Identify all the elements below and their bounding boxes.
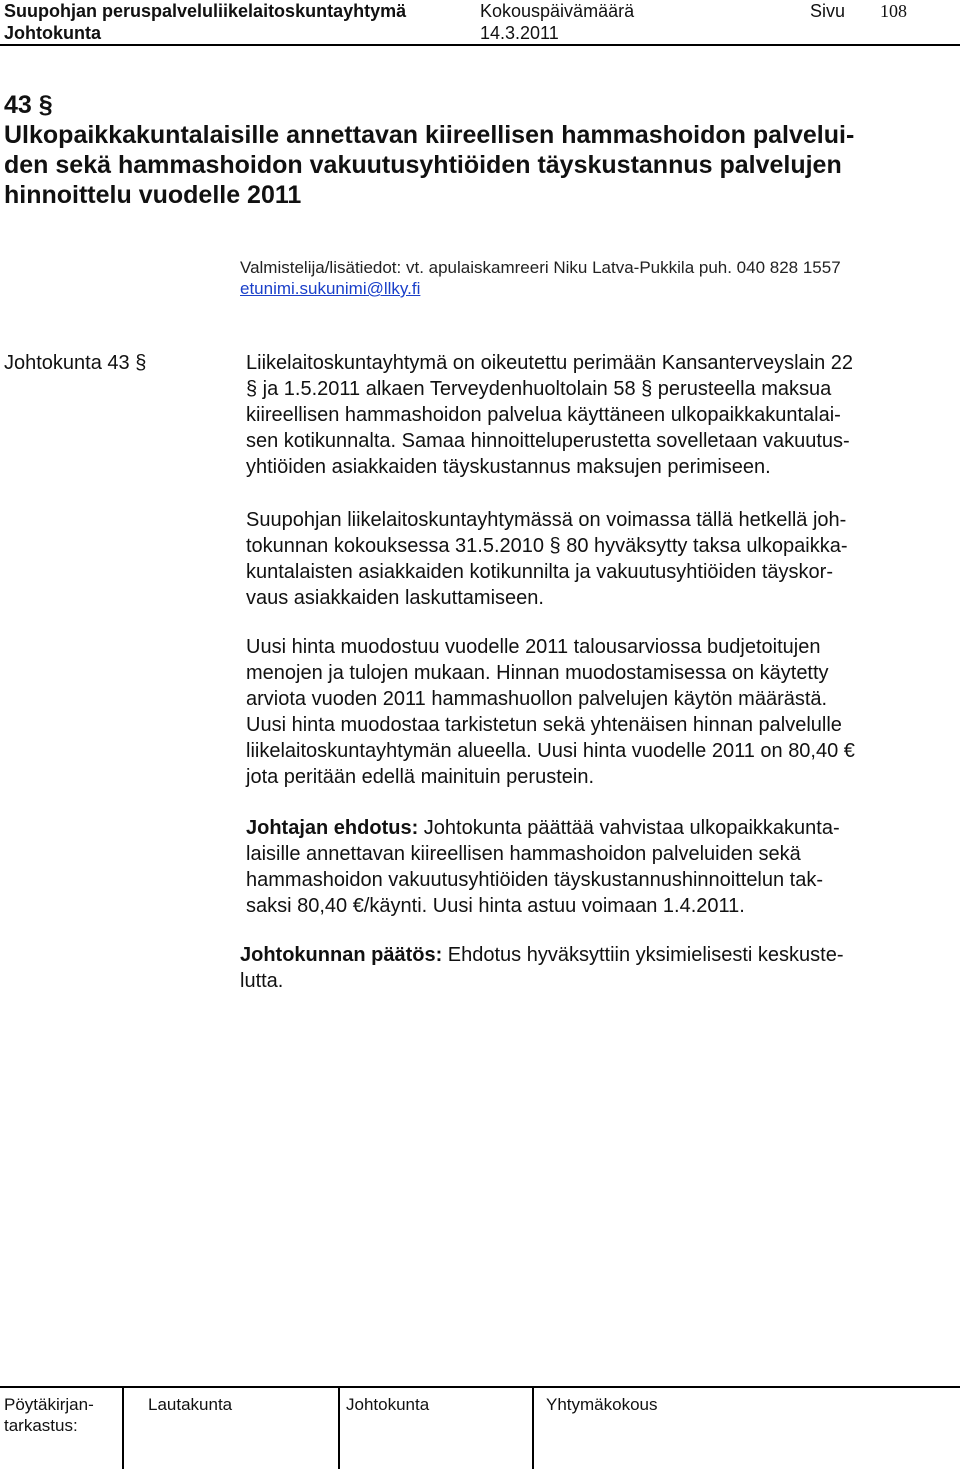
- p2-line-3: kuntalaisten asiakkaiden kotikunnilta ja vakuutusyhtiöiden täyskor-: [246, 561, 834, 583]
- p1-line-4: sen kotikunnalta. Samaa hinnoitteluperustetta sovelletaan vakuutus-: [246, 430, 850, 452]
- header-page-label: Sivu: [810, 1, 846, 21]
- p1-line-2: § ja 1.5.2011 alkaen Terveydenhuoltolain 58 § perusteella maksua: [246, 378, 832, 400]
- p2-line-4: vaus asiakkaiden laskuttamiseen.: [246, 587, 544, 609]
- footer-executive-board: Johtokunta: [346, 1395, 430, 1414]
- header-organization: Suupohjan peruspalveluliikelaitoskuntayhtymä: [4, 1, 407, 21]
- footer-divider-1: [122, 1386, 124, 1469]
- footer-board: Lautakunta: [148, 1395, 233, 1414]
- p3-line-3: arviota vuoden 2011 hammashuollon palvelujen käytön määrästä.: [246, 688, 828, 710]
- decision-line-2: lutta.: [240, 970, 284, 992]
- proposal-line-4: saksi 80,40 €/käynti. Uusi hinta astuu voimaan 1.4.2011.: [246, 895, 745, 917]
- footer-review-line-2: tarkastus:: [4, 1416, 78, 1435]
- preparer-info: Valmistelija/lisätiedot: vt. apulaiskamreeri Niku Latva-Pukkila puh. 040 828 1557: [240, 258, 841, 277]
- section-title-line-3: hinnoittelu vuodelle 2011: [4, 181, 302, 209]
- p1-line-3: kiireellisen hammashoidon palvelua käyttäneen ulkopaikkakuntalai-: [246, 404, 841, 426]
- proposal-line-2: laisille annettavan kiireellisen hammashoidon palveluiden sekä: [246, 843, 801, 865]
- proposal-text-start: Johtokunta päättää vahvistaa ulkopaikkakunta-: [418, 817, 840, 839]
- preparer-email-link[interactable]: etunimi.sukunimi@llky.fi: [240, 279, 421, 298]
- p1-line-5: yhtiöiden asiakkaiden täyskustannus maksujen perimiseen.: [246, 456, 771, 478]
- footer-divider-3: [532, 1386, 534, 1469]
- decision-line-1: [240, 942, 843, 968]
- header-date-label: Kokouspäivämäärä: [480, 1, 635, 21]
- section-title-line-1: Ulkopaikkakuntalaisille annettavan kiireellisen hammashoidon palvelui-: [4, 121, 855, 149]
- header-date: 14.3.2011: [480, 23, 559, 43]
- p3-line-1: Uusi hinta muodostuu vuodelle 2011 talousarviossa budjetoitujen: [246, 636, 821, 658]
- proposal-line-1: [246, 815, 840, 841]
- p3-line-2: menojen ja tulojen mukaan. Hinnan muodostamisessa on käytetty: [246, 662, 829, 684]
- decision-text-start: Ehdotus hyväksyttiin yksimielisesti keskuste-: [442, 944, 844, 966]
- p3-line-4: Uusi hinta muodostaa tarkistetun sekä yhtenäisen hinnan palvelulle: [246, 714, 842, 736]
- proposal-label: Johtajan ehdotus:: [246, 817, 419, 839]
- header-page-number: 108: [880, 1, 907, 21]
- header-body-name: Johtokunta: [4, 23, 101, 43]
- p3-line-5: liikelaitoskuntayhtymän alueella. Uusi hinta vuodelle 2011 on 80,40 €: [246, 740, 855, 762]
- proposal-line-3: hammashoidon vakuutusyhtiöiden täyskustannushinnoittelun tak-: [246, 869, 824, 891]
- footer-rule: [0, 1386, 960, 1388]
- header-rule: [0, 44, 960, 46]
- agenda-reference: Johtokunta 43 §: [4, 352, 147, 374]
- p3-line-6: jota peritään edellä mainituin perustein.: [246, 766, 594, 788]
- p2-line-2: tokunnan kokouksessa 31.5.2010 § 80 hyväksytty taksa ulkopaikka-: [246, 535, 848, 557]
- section-title-line-2: den sekä hammashoidon vakuutusyhtiöiden täyskustannus palvelujen: [4, 151, 842, 179]
- p2-line-1: Suupohjan liikelaitoskuntayhtymässä on voimassa tällä hetkellä joh-: [246, 509, 847, 531]
- footer-review-line-1: Pöytäkirjan-: [4, 1395, 94, 1414]
- footer-divider-2: [338, 1386, 340, 1469]
- section-number: 43 §: [4, 91, 53, 119]
- p1-line-1: Liikelaitoskuntayhtymä on oikeutettu perimään Kansanterveyslain 22: [246, 352, 854, 374]
- footer-general-assembly: Yhtymäkokous: [546, 1395, 658, 1414]
- decision-label: Johtokunnan päätös:: [240, 944, 443, 966]
